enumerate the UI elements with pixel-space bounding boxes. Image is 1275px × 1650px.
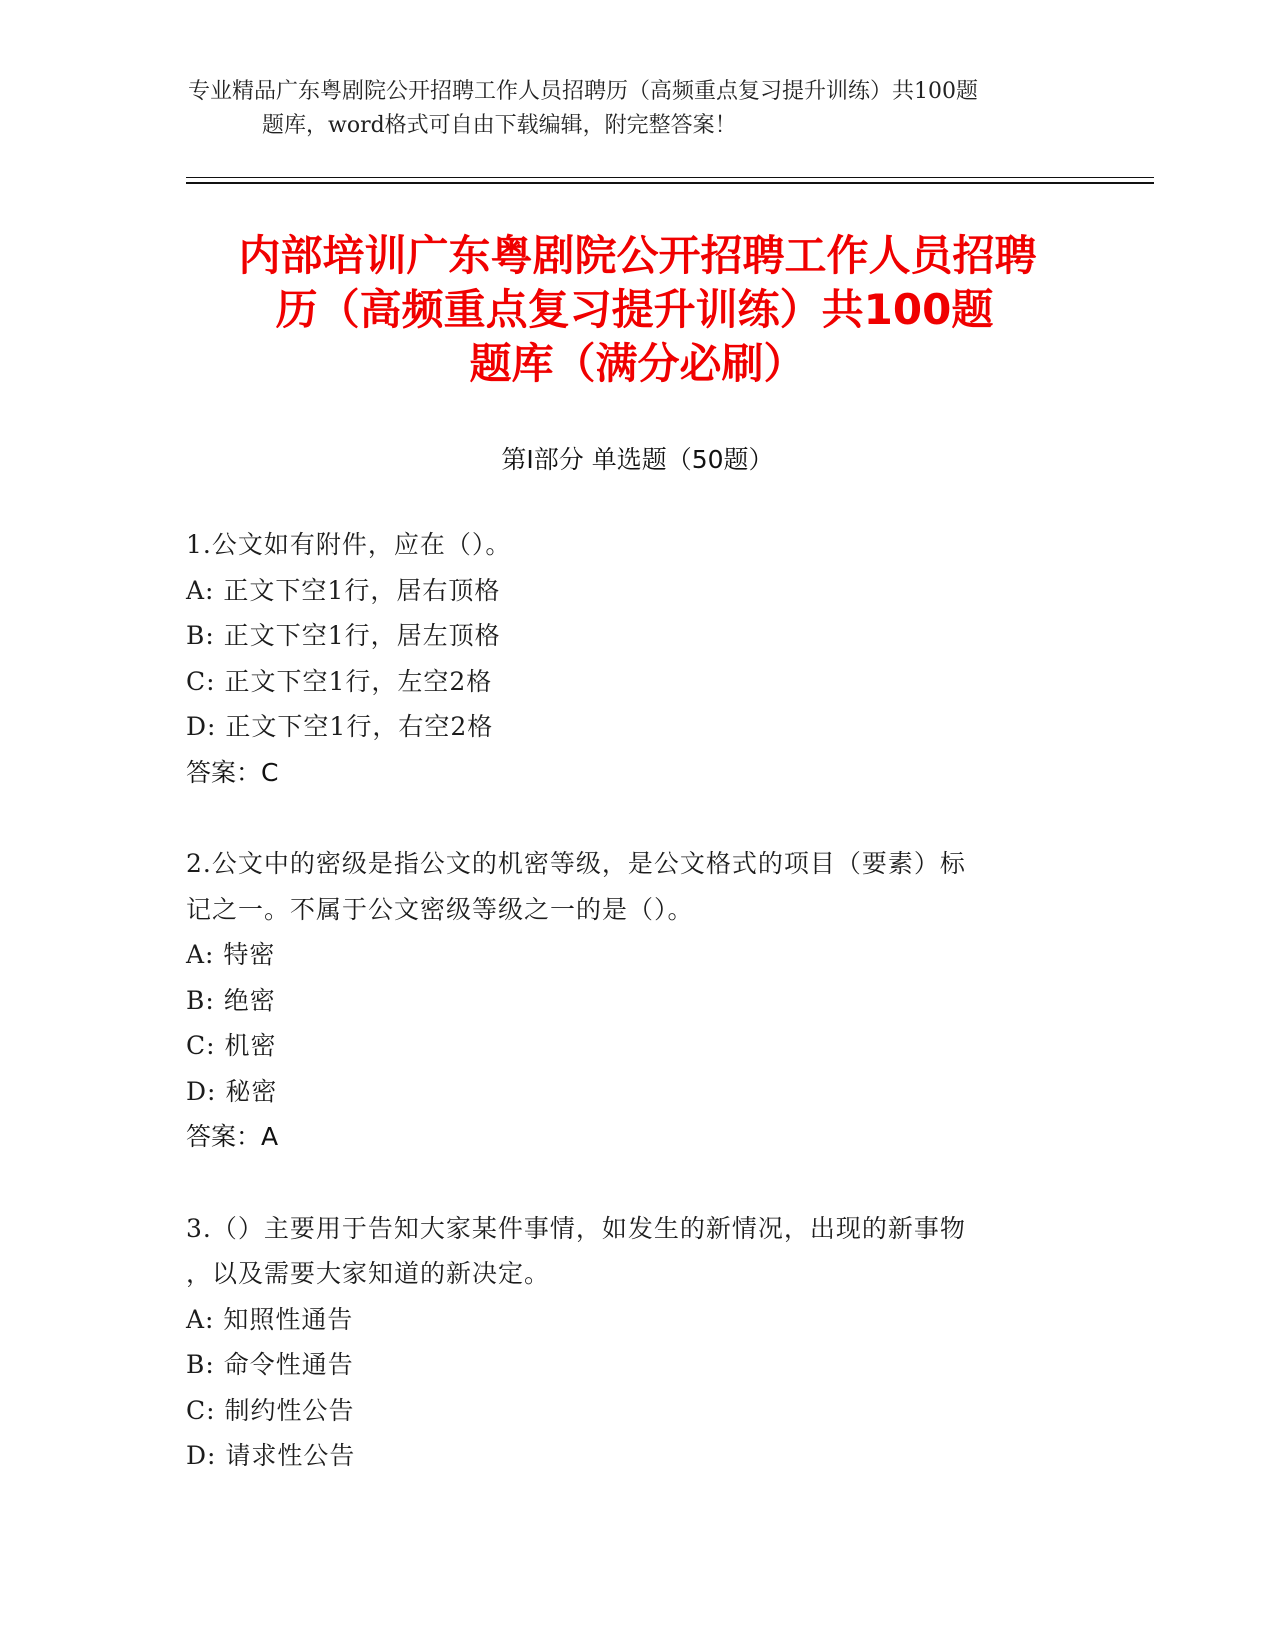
question-stem-line-1: 3.（）主要用于告知大家某件事情，如发生的新情况，出现的新事物 bbox=[186, 1213, 966, 1243]
answer-label: 答案：C bbox=[186, 757, 279, 787]
question-stem-line-1: 2.公文中的密级是指公文的机密等级，是公文格式的项目（要素）标 bbox=[186, 849, 966, 878]
option-b: B: 绝密 bbox=[186, 985, 276, 1015]
question-list bbox=[186, 522, 1066, 1525]
option-c: C: 制约性公告 bbox=[186, 1395, 355, 1425]
header-line-2: 题库，word格式可自由下载编辑，附完整答案！ bbox=[262, 113, 737, 138]
question-3 bbox=[186, 1206, 1066, 1479]
answer-label: 答案：A bbox=[186, 1122, 279, 1151]
header-divider-thin bbox=[186, 177, 1154, 178]
option-b: B: 命令性通告 bbox=[186, 1350, 354, 1379]
question-1 bbox=[186, 522, 1066, 795]
option-c: C: 正文下空1行，左空2格 bbox=[186, 666, 493, 696]
question-2 bbox=[186, 841, 1066, 1160]
option-d: D: 秘密 bbox=[186, 1076, 278, 1106]
header-line-1: 专业精品广东粤剧院公开招聘工作人员招聘历（高频重点复习提升训练）共100题 bbox=[188, 79, 978, 104]
section-title: 第I部分 单选题（50题） bbox=[501, 445, 774, 474]
option-c: C: 机密 bbox=[186, 1031, 277, 1060]
document-title-line-1: 内部培训广东粤剧院公开招聘工作人员招聘 bbox=[238, 231, 1037, 280]
header-divider-thick bbox=[186, 182, 1154, 184]
option-a: A: 知照性通告 bbox=[186, 1304, 354, 1334]
document-title-line-2: 历（高频重点复习提升训练）共100题 bbox=[275, 285, 994, 334]
option-a: A: 正文下空1行，居右顶格 bbox=[186, 575, 501, 605]
option-a: A: 特密 bbox=[186, 940, 276, 969]
question-stem-line-2: ，以及需要大家知道的新决定。 bbox=[186, 1259, 551, 1288]
document-title-line-3: 题库（满分必刷） bbox=[469, 339, 806, 388]
option-b: B: 正文下空1行，居左顶格 bbox=[186, 621, 501, 650]
question-stem: 1.公文如有附件，应在（）。 bbox=[186, 530, 512, 559]
question-stem-line-2: 记之一。不属于公文密级等级之一的是（）。 bbox=[186, 894, 694, 924]
option-d: D: 请求性公告 bbox=[186, 1441, 356, 1470]
option-d: D: 正文下空1行，右空2格 bbox=[186, 712, 494, 741]
